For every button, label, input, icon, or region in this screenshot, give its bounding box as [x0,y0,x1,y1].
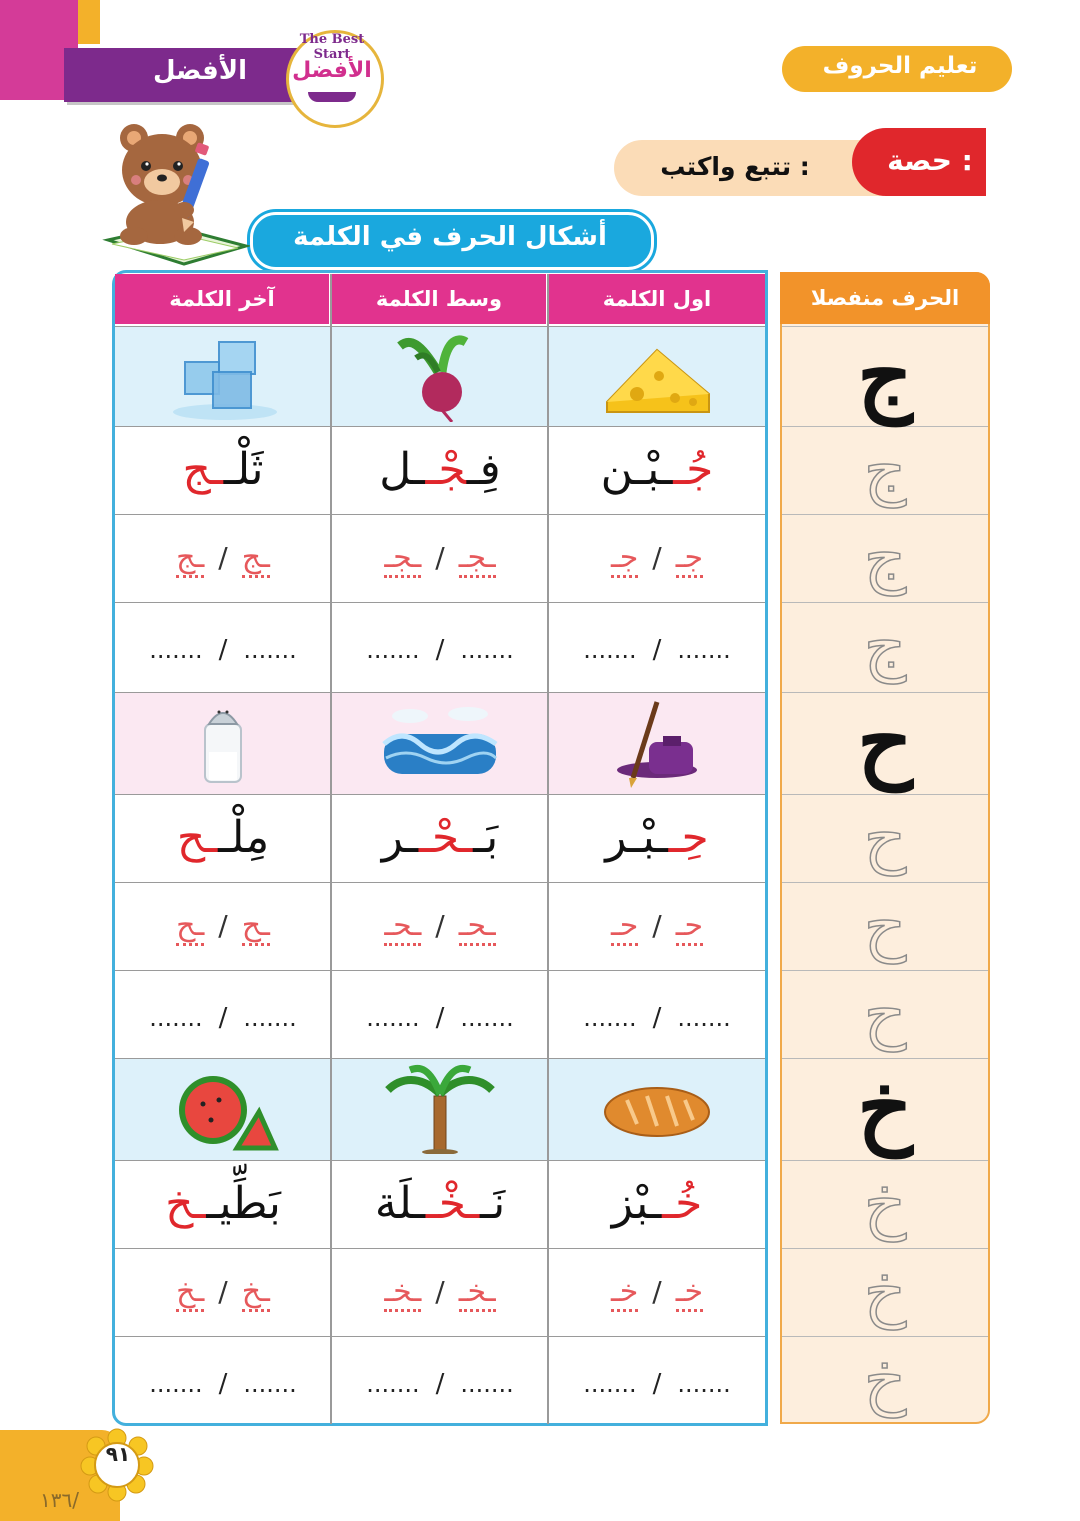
blank-line[interactable]: ....... [243,1370,297,1398]
dotted-form: ـخـ [384,1274,421,1312]
word-middle [332,794,548,882]
word-letter-highlight: خُـ [662,1178,703,1229]
dotted-form: ـخ [242,1274,270,1312]
watermelon-icon [163,1064,283,1154]
trace-forms-end[interactable] [115,882,331,970]
palm-tree-icon [380,1064,500,1154]
blank-line[interactable]: ....... [243,636,297,664]
blank-line[interactable]: ....... [366,1370,420,1398]
write-blank-end[interactable] [115,602,331,690]
separator: / [652,541,662,574]
separator: / [218,635,228,665]
blank-line[interactable]: ....... [149,636,203,664]
logo-ring-text: The Best Start [299,32,365,62]
trace-forms-end[interactable] [115,1248,331,1336]
separator: / [218,1275,228,1308]
word-end [115,1160,331,1248]
word-letter-highlight: ـحْـ [418,812,474,863]
header-end: آخر الكلمة [115,274,329,324]
isolated-letter: ج [857,325,913,426]
dotted-form: ـحـ [384,908,421,946]
section-title: أشكال الحرف في الكلمة [293,222,607,252]
write-blank-middle[interactable] [332,970,548,1058]
word-part: ـر [381,812,419,863]
ice-cubes-icon [163,332,283,422]
bear-writing-icon [100,118,250,268]
trace-letter: خ [863,1341,907,1418]
blank-line[interactable]: ....... [460,1370,514,1398]
row-divider [115,692,765,693]
trace-letter: ج [863,431,907,508]
blank-line[interactable]: ....... [583,636,637,664]
dotted-form: خـ [611,1274,638,1312]
ink-pen-icon [597,698,717,788]
corner-stripe [78,0,100,44]
trace-forms-start[interactable] [549,1248,765,1336]
page-total: ١٣٦/ [40,1488,79,1512]
write-blank-middle[interactable] [332,1336,548,1424]
word-part: بَـ [473,812,499,863]
separator: / [435,1369,445,1399]
blank-line[interactable]: ....... [677,636,731,664]
brand-title: الأفضل [152,56,248,86]
trace-forms-end[interactable] [115,514,331,602]
word-end [115,794,331,882]
trace-letter: ح [863,975,907,1052]
word-part: فِـ [466,444,501,495]
separator: / [218,541,228,574]
trace-letter: ج [863,519,907,596]
dotted-form: جـ [611,540,638,578]
blank-line[interactable]: ....... [149,1370,203,1398]
word-part: بَطِّيـ [206,1178,281,1229]
word-letter-highlight: ـخْـ [425,1178,481,1229]
separator: / [435,541,445,574]
word-letter-highlight: ـخ [165,1178,207,1229]
dotted-form: ـحـ [459,908,496,946]
separator: / [652,1275,662,1308]
header-isolated: الحرف منفصلا [780,272,990,324]
separator: / [435,635,445,665]
dotted-form: خـ [676,1274,703,1312]
dotted-form: ـخ [176,1274,204,1312]
trace-letter: ح [863,887,907,964]
trace-letter: ج [863,607,907,684]
blank-line[interactable]: ....... [366,636,420,664]
sea-waves-icon [380,698,500,788]
word-part: ـل [379,444,426,495]
word-part: ـبْز [611,1178,663,1229]
dotted-form: ـجـ [459,540,496,578]
beet-icon [380,332,500,422]
write-blank-end[interactable] [115,1336,331,1424]
word-part: مِلْـ [218,812,270,863]
dotted-form: ـخـ [459,1274,496,1312]
header-middle: وسط الكلمة [332,274,546,324]
row-divider [115,326,765,327]
blank-line[interactable]: ....... [677,1004,731,1032]
word-part: ـبْـن [600,444,674,495]
trace-letter: خ [863,1165,907,1242]
cheese-icon [597,332,717,422]
word-letter-highlight: ـح [176,812,219,863]
write-blank-start[interactable] [549,602,765,690]
logo-book-icon [308,92,356,102]
trace-letter: ح [863,799,907,876]
word-letter-highlight: جُـ [673,444,714,495]
blank-line[interactable]: ....... [583,1370,637,1398]
trace-forms-middle[interactable] [332,1248,548,1336]
trace-forms-start[interactable] [549,514,765,602]
bread-icon [597,1064,717,1154]
salt-shaker-icon [163,698,283,788]
write-blank-start[interactable] [549,1336,765,1424]
dotted-form: ـح [242,908,270,946]
isolated-letter: خ [857,1057,913,1158]
word-part: ثَلْـ [223,444,264,495]
separator: / [218,1369,228,1399]
dotted-form: ـح [176,908,204,946]
header-start: اول الكلمة [549,274,765,324]
blank-line[interactable]: ....... [243,1004,297,1032]
lesson-label: حصة : [887,144,973,177]
blank-line[interactable]: ....... [460,1004,514,1032]
dotted-form: جـ [676,540,703,578]
separator: / [652,1003,662,1033]
subject-title: تعليم الحروف [822,53,978,79]
word-letter-highlight: حِـ [668,812,709,863]
trace-forms-middle[interactable] [332,514,548,602]
separator: / [652,909,662,942]
dotted-form: ـجـ [384,540,421,578]
word-start [549,794,765,882]
row-divider [115,1058,765,1059]
dotted-form: ـج [176,540,204,578]
word-letter-highlight: ـج [182,444,224,495]
logo-word: الأفضل [292,58,372,83]
blank-line[interactable]: ....... [583,1004,637,1032]
separator: / [435,909,445,942]
word-start [549,1160,765,1248]
write-blank-end[interactable] [115,970,331,1058]
separator: / [652,1369,662,1399]
dotted-form: ـج [242,540,270,578]
trace-forms-start[interactable] [549,882,765,970]
trace-letter: خ [863,1253,907,1330]
trace-forms-middle[interactable] [332,882,548,970]
write-blank-middle[interactable] [332,602,548,690]
blank-line[interactable]: ....... [677,1370,731,1398]
word-end [115,426,331,514]
word-letter-highlight: جْـ [425,444,467,495]
separator: / [218,909,228,942]
word-part: نَـ [480,1178,506,1229]
isolated-letter: ح [857,691,913,792]
word-middle [332,1160,548,1248]
blank-line[interactable]: ....... [366,1004,420,1032]
dotted-form: حـ [611,908,638,946]
dotted-form: حـ [676,908,703,946]
separator: / [435,1275,445,1308]
separator: / [218,1003,228,1033]
word-part: ـلَة [374,1178,426,1229]
word-middle [332,426,548,514]
instruction-text: تتبع واكتب : [660,152,810,181]
word-part: ـبْـر [605,812,669,863]
blank-line[interactable]: ....... [460,636,514,664]
separator: / [435,1003,445,1033]
word-start [549,426,765,514]
separator: / [652,635,662,665]
page-number: ٩١ [105,1442,131,1466]
blank-line[interactable]: ....... [149,1004,203,1032]
write-blank-start[interactable] [549,970,765,1058]
